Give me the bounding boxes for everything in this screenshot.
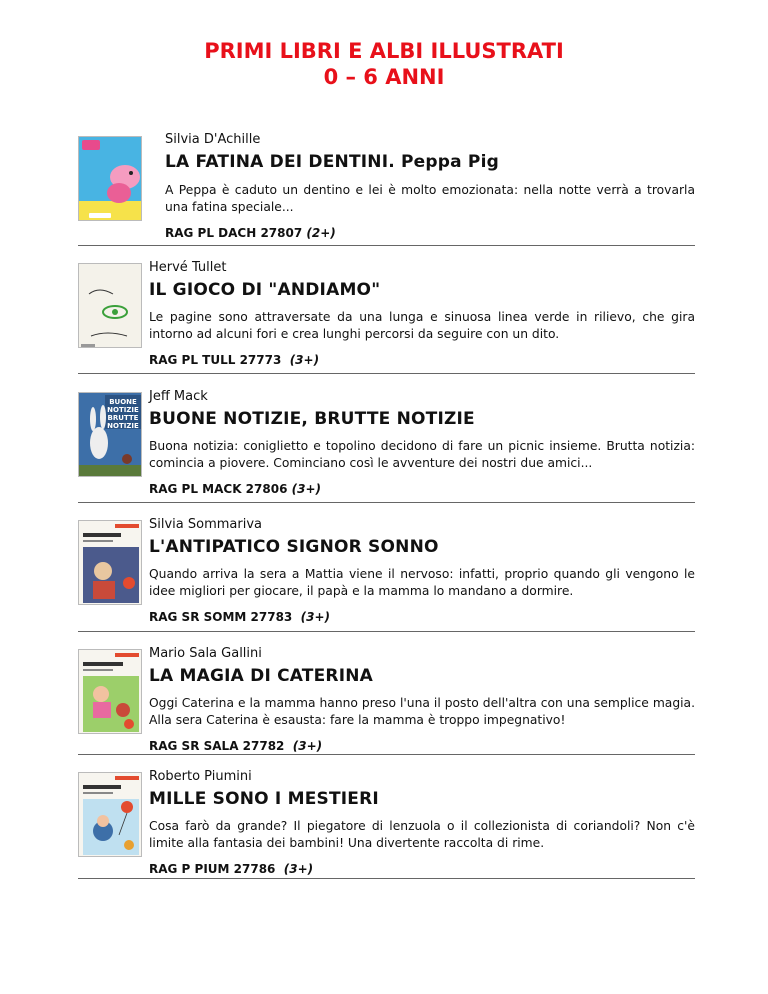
page-subtitle: 0 – 6 ANNI <box>323 65 445 89</box>
book-description: Buona notizia: coniglietto e topolino decidono di fare un picnic insieme. Brutta notizia: comincia a piovere. Cominciano così le avventure dei nostri due amici... <box>149 439 695 470</box>
call-number <box>149 861 695 877</box>
book-entry <box>78 517 695 624</box>
book-description: Cosa farò da grande? Il piegatore di lenzuola o il collezionista di coriandoli? Non c'è limite alla fantasia dei bambini! Una divertente raccolta di rime. <box>149 819 695 850</box>
call-number <box>149 352 695 368</box>
book-title: LA MAGIA DI CATERINA <box>149 666 374 686</box>
book-author: Mario Sala Gallini <box>149 646 262 661</box>
age-range: (3+) <box>291 482 321 496</box>
divider <box>78 373 695 374</box>
book-entry <box>78 769 695 876</box>
book-cover-image <box>78 520 142 605</box>
age-range: (3+) <box>289 353 320 367</box>
page-title: PRIMI LIBRI E ALBI ILLUSTRATI <box>204 39 564 63</box>
book-title: BUONE NOTIZIE, BRUTTE NOTIZIE <box>149 409 475 429</box>
svg-text:NOTIZIE: NOTIZIE <box>107 422 139 430</box>
call-code: RAG PL MACK 27806 <box>149 482 288 496</box>
book-author: Jeff Mack <box>149 389 208 404</box>
divider <box>78 631 695 632</box>
age-range: (3+) <box>300 610 331 624</box>
age-range: (2+) <box>306 226 336 240</box>
book-title: L'ANTIPATICO SIGNOR SONNO <box>149 537 439 557</box>
book-author: Silvia D'Achille <box>165 132 261 147</box>
call-code: RAG P PIUM 27786 <box>149 862 276 876</box>
svg-text:BUONE: BUONE <box>109 398 137 406</box>
call-code: RAG SR SALA 27782 <box>149 739 285 753</box>
divider <box>78 878 695 879</box>
book-description: Oggi Caterina e la mamma hanno preso l'una il posto dell'altra con una semplice magia. Alla sera Caterina è esausta: fare la mamma è troppo impegnativo! <box>149 696 695 727</box>
book-cover-image <box>78 136 142 221</box>
call-number <box>149 481 695 497</box>
book-entry <box>78 389 695 496</box>
book-description: Quando arriva la sera a Mattia viene il nervoso: infatti, proprio quando gli vengono le idee migliori per giocare, il papà e la mamma lo mandano a dormire. <box>149 567 695 598</box>
book-description: A Peppa è caduto un dentino e lei è molto emozionata: nella notte verrà a trovarla una fatina speciale... <box>165 183 695 214</box>
call-code: RAG SR SOMM 27783 <box>149 610 293 624</box>
book-cover-image <box>78 649 142 734</box>
book-title: LA FATINA DEI DENTINI. Peppa Pig <box>165 152 499 172</box>
age-range: (3+) <box>292 739 323 753</box>
book-author: Roberto Piumini <box>149 769 252 784</box>
book-cover-image <box>78 263 142 348</box>
call-code: RAG PL DACH 27807 <box>165 226 303 240</box>
book-cover-image <box>78 772 142 857</box>
book-entry <box>78 646 695 753</box>
call-number <box>149 738 695 754</box>
book-title: MILLE SONO I MESTIERI <box>149 789 379 809</box>
book-author: Silvia Sommariva <box>149 517 262 532</box>
book-description: Le pagine sono attraversate da una lunga e sinuosa linea verde in rilievo, che gira intorno ad alcuni fori e crea lunghi percorsi da seguire con un dito. <box>149 310 695 341</box>
divider <box>78 754 695 755</box>
age-range: (3+) <box>283 862 314 876</box>
call-number <box>165 225 695 241</box>
book-author: Hervé Tullet <box>149 260 227 275</box>
book-cover-image <box>78 392 142 477</box>
svg-text:NOTIZIE: NOTIZIE <box>107 406 139 414</box>
svg-text:BRUTTE: BRUTTE <box>107 414 139 422</box>
book-title: IL GIOCO DI "ANDIAMO" <box>149 280 381 300</box>
book-entry <box>78 132 695 240</box>
call-code: RAG PL TULL 27773 <box>149 353 282 367</box>
book-entry <box>78 260 695 367</box>
call-number <box>149 609 695 625</box>
divider <box>78 502 695 503</box>
divider <box>78 245 695 246</box>
